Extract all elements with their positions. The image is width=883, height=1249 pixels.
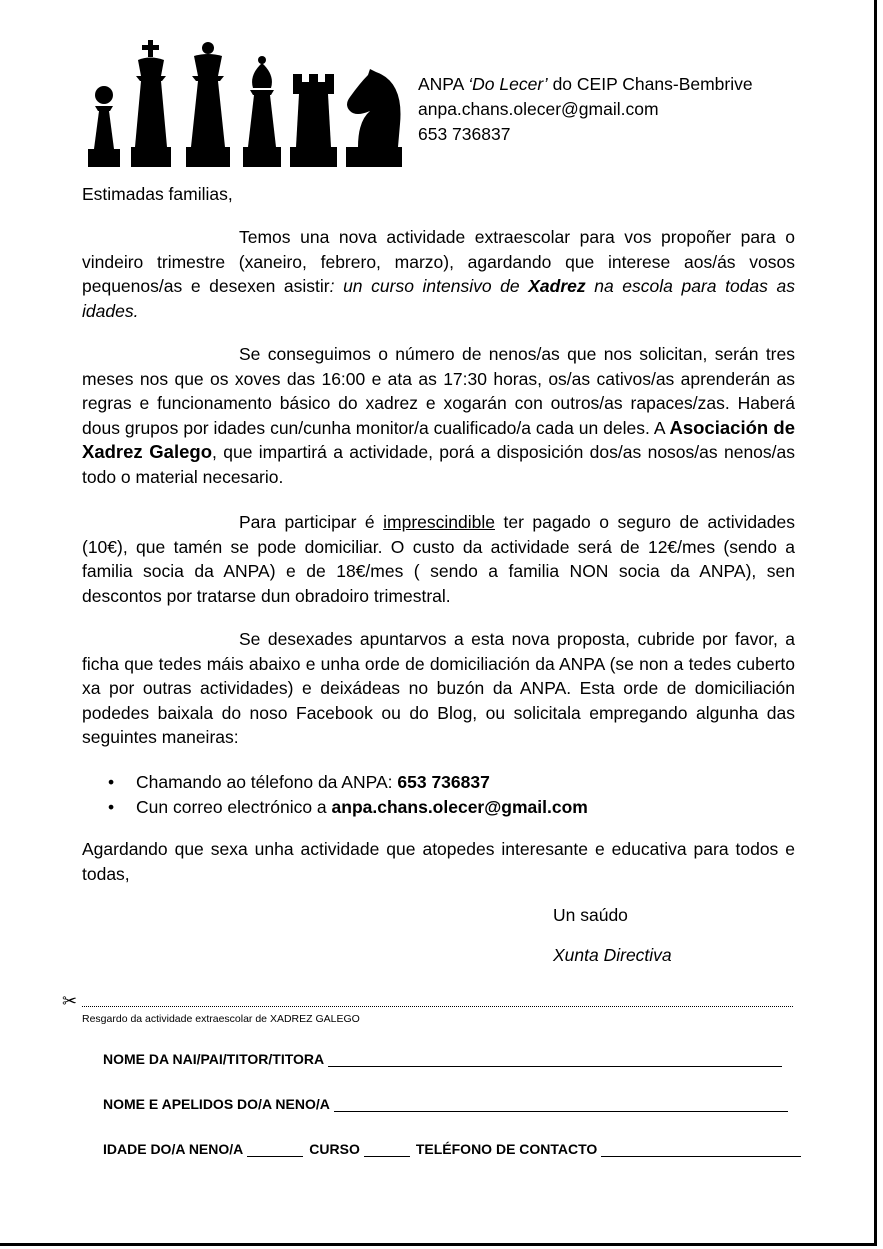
child-age-label: IDADE DO/A NENO/A <box>103 1141 244 1157</box>
king-icon <box>131 40 171 167</box>
paragraph-signup: Se desexades apuntarvos a esta nova proposta, cubride por favor, a ficha que tedes máis abaixo e unha orde de domiciliación da ANPA (se non a tedes cuberto xa por outras actividades) e deixádeas no buzón da ANPA. Esta orde de domiciliación podedes baixala do noso Facebook ou do Blog, ou solicitala empregando algunha das seguintes maneiras: <box>82 629 795 747</box>
list-item: • Cun correo electrónico a anpa.chans.olecer@gmail.com <box>108 795 588 820</box>
page-border-bottom <box>0 1243 877 1246</box>
parent-name-label: NOME DA NAI/PAI/TITOR/TITORA <box>103 1051 325 1067</box>
rook-icon <box>290 74 337 167</box>
form-row-child <box>103 1096 788 1112</box>
list-item: • Chamando ao télefono da ANPA: 653 736837 <box>108 770 588 795</box>
organization-email: anpa.chans.olecer@gmail.com <box>418 99 659 119</box>
bullet-icon: • <box>108 797 115 817</box>
coupon-caption: Resgardo da actividade extraescolar de XADREZ GALEGO <box>82 1013 360 1025</box>
scissors-icon: ✂ <box>62 991 78 1011</box>
child-age-field[interactable] <box>247 1142 303 1157</box>
greeting: Estimadas familias, <box>82 184 233 204</box>
bullet-icon: • <box>108 772 115 792</box>
course-field[interactable] <box>364 1142 410 1157</box>
queen-icon <box>186 42 230 167</box>
organization-phone: 653 736837 <box>418 124 511 144</box>
cut-line <box>62 991 795 1011</box>
contact-phone-label: TELÉFONO DE CONTACTO <box>415 1141 598 1157</box>
knight-icon <box>346 69 402 167</box>
signature: Xunta Directiva <box>553 945 672 965</box>
child-name-label: NOME E APELIDOS DO/A NENO/A <box>103 1096 330 1112</box>
parent-name-field[interactable] <box>328 1052 782 1067</box>
organization-header <box>418 72 753 147</box>
child-name-field[interactable] <box>334 1097 788 1112</box>
page-border-right <box>874 0 877 1246</box>
dotted-divider <box>82 1006 793 1007</box>
bishop-icon <box>243 56 281 167</box>
form-row-details <box>103 1141 801 1157</box>
chess-pieces-logo <box>84 40 402 168</box>
form-row-parent <box>103 1051 782 1067</box>
paragraph-schedule: Se conseguimos o número de nenos/as que nos solicitan, serán tres meses nos que os xoves das 16:00 e ata as 17:30 horas, os/as cativos/as aprenderán as regras e funcionamento básico do xadrez e xogarán con outros/as rapaces/zas. Haberá dous grupos por idades cun/cunha monitor/a cualificado/a cada un deles. A Asociación de Xadrez Galego, que impartirá a actividade, porá a disposición dos/as nosos/as nenos/as todo o material necesario. <box>82 344 796 487</box>
contact-phone-field[interactable] <box>601 1142 801 1157</box>
contact-list <box>108 770 588 820</box>
course-label: CURSO <box>309 1141 360 1157</box>
pawn-icon <box>88 86 120 167</box>
paragraph-intro: Temos una nova actividade extraescolar para vos propoñer para o vindeiro trimestre (xaneiro, febrero, marzo), agardando que interese aos/ás vosos pequenos/as e desexen asistir: un curso intensivo de Xadrez na escola para todas as idades. <box>82 227 795 321</box>
organization-name: ANPA ‘Do Lecer’ do CEIP Chans-Bembrive <box>418 74 753 94</box>
closing-paragraph: Agardando que sexa unha actividade que atopedes interesante e educativa para todos e todas, <box>82 839 795 884</box>
salutation: Un saúdo <box>553 905 628 925</box>
paragraph-pricing: Para participar é imprescindible ter pagado o seguro de actividades (10€), que tamén se pode domiciliar. O custo da actividade será de 12€/mes (sendo a familia socia da ANPA) e de 18€/mes ( sendo a familia NON socia da ANPA), sen descontos por tratarse dun obradoiro trimestral. <box>82 512 795 606</box>
